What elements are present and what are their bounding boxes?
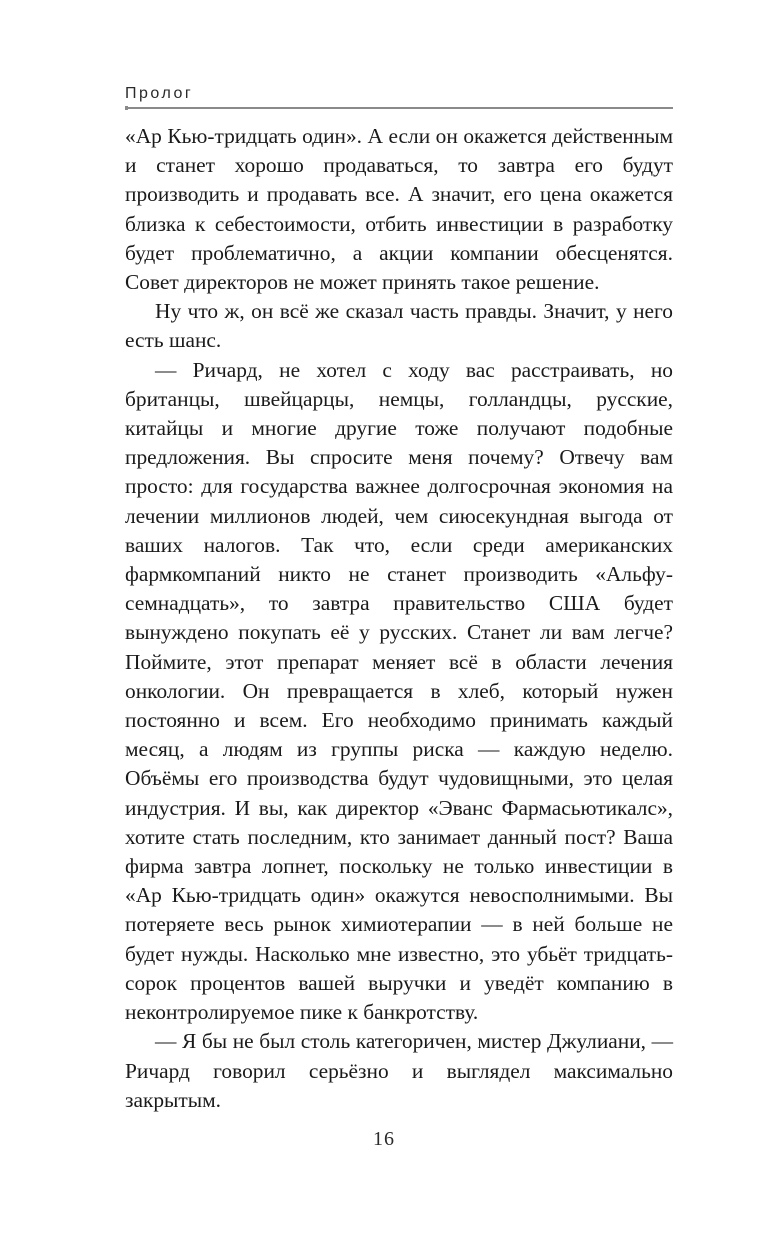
body-text [125,122,673,1115]
paragraph-continued: «Ар Кью-тридцать один». А если он окажется действенным и станет хорошо продаваться, то завтра его будут производить и продавать все. А значит, его цена окажется близка к себестоимости, отбить инвестиции в разработку будет проблематично, а акции компании обесценятся. Совет директоров не может принять такое решение. [125,124,673,295]
paragraph: — Ричард, не хотел с ходу вас расстраивать, но британцы, швейцарцы, немцы, голландцы, русские, китайцы и многие другие тоже получают подобные предложения. Вы спросите меня почему? Отвечу вам просто: для государства важнее долгосрочная экономия на лечении миллионов людей, чем сиюсекундная выгода от ваших налогов. Так что, если среди американских фармкомпаний никто не станет производить «Альфу-семнадцать», то завтра правительство США будет вынуждено покупать её у русских. Станет ли вам легче? Поймите, этот препарат меняет всё в области лечения онкологии. Он превращается в хлеб, который нужен постоянно и всем. Его необходимо принимать каждый месяц, а людям из группы риска — каждую неделю. Объёмы его производства будут чудовищными, это целая индустрия. И вы, как директор «Эванс Фармасьютикалс», хотите стать последним, кто занимает данный пост? Ваша фирма завтра лопнет, поскольку не только инвестиции в «Ар Кью-тридцать один» окажутся невосполнимыми. Вы потеряете весь рынок химиотерапии — в ней больше не будет нужды. Насколько мне известно, это убьёт тридцать-сорок процентов вашей выручки и уведёт компанию в неконтролируемое пике к банкротству. [125,357,673,1025]
paragraph: Ну что ж, он всё же сказал часть правды. Значит, у него есть шанс. [125,299,673,353]
page-header [125,84,673,109]
paragraph: — Я бы не был столь категоричен, мистер Джулиани, — Ричард говорил серьёзно и выглядел максимально закрытым. [125,1029,673,1112]
page-number: 16 [373,1128,395,1150]
running-head: Пролог [125,85,194,102]
header-rule [125,107,673,109]
